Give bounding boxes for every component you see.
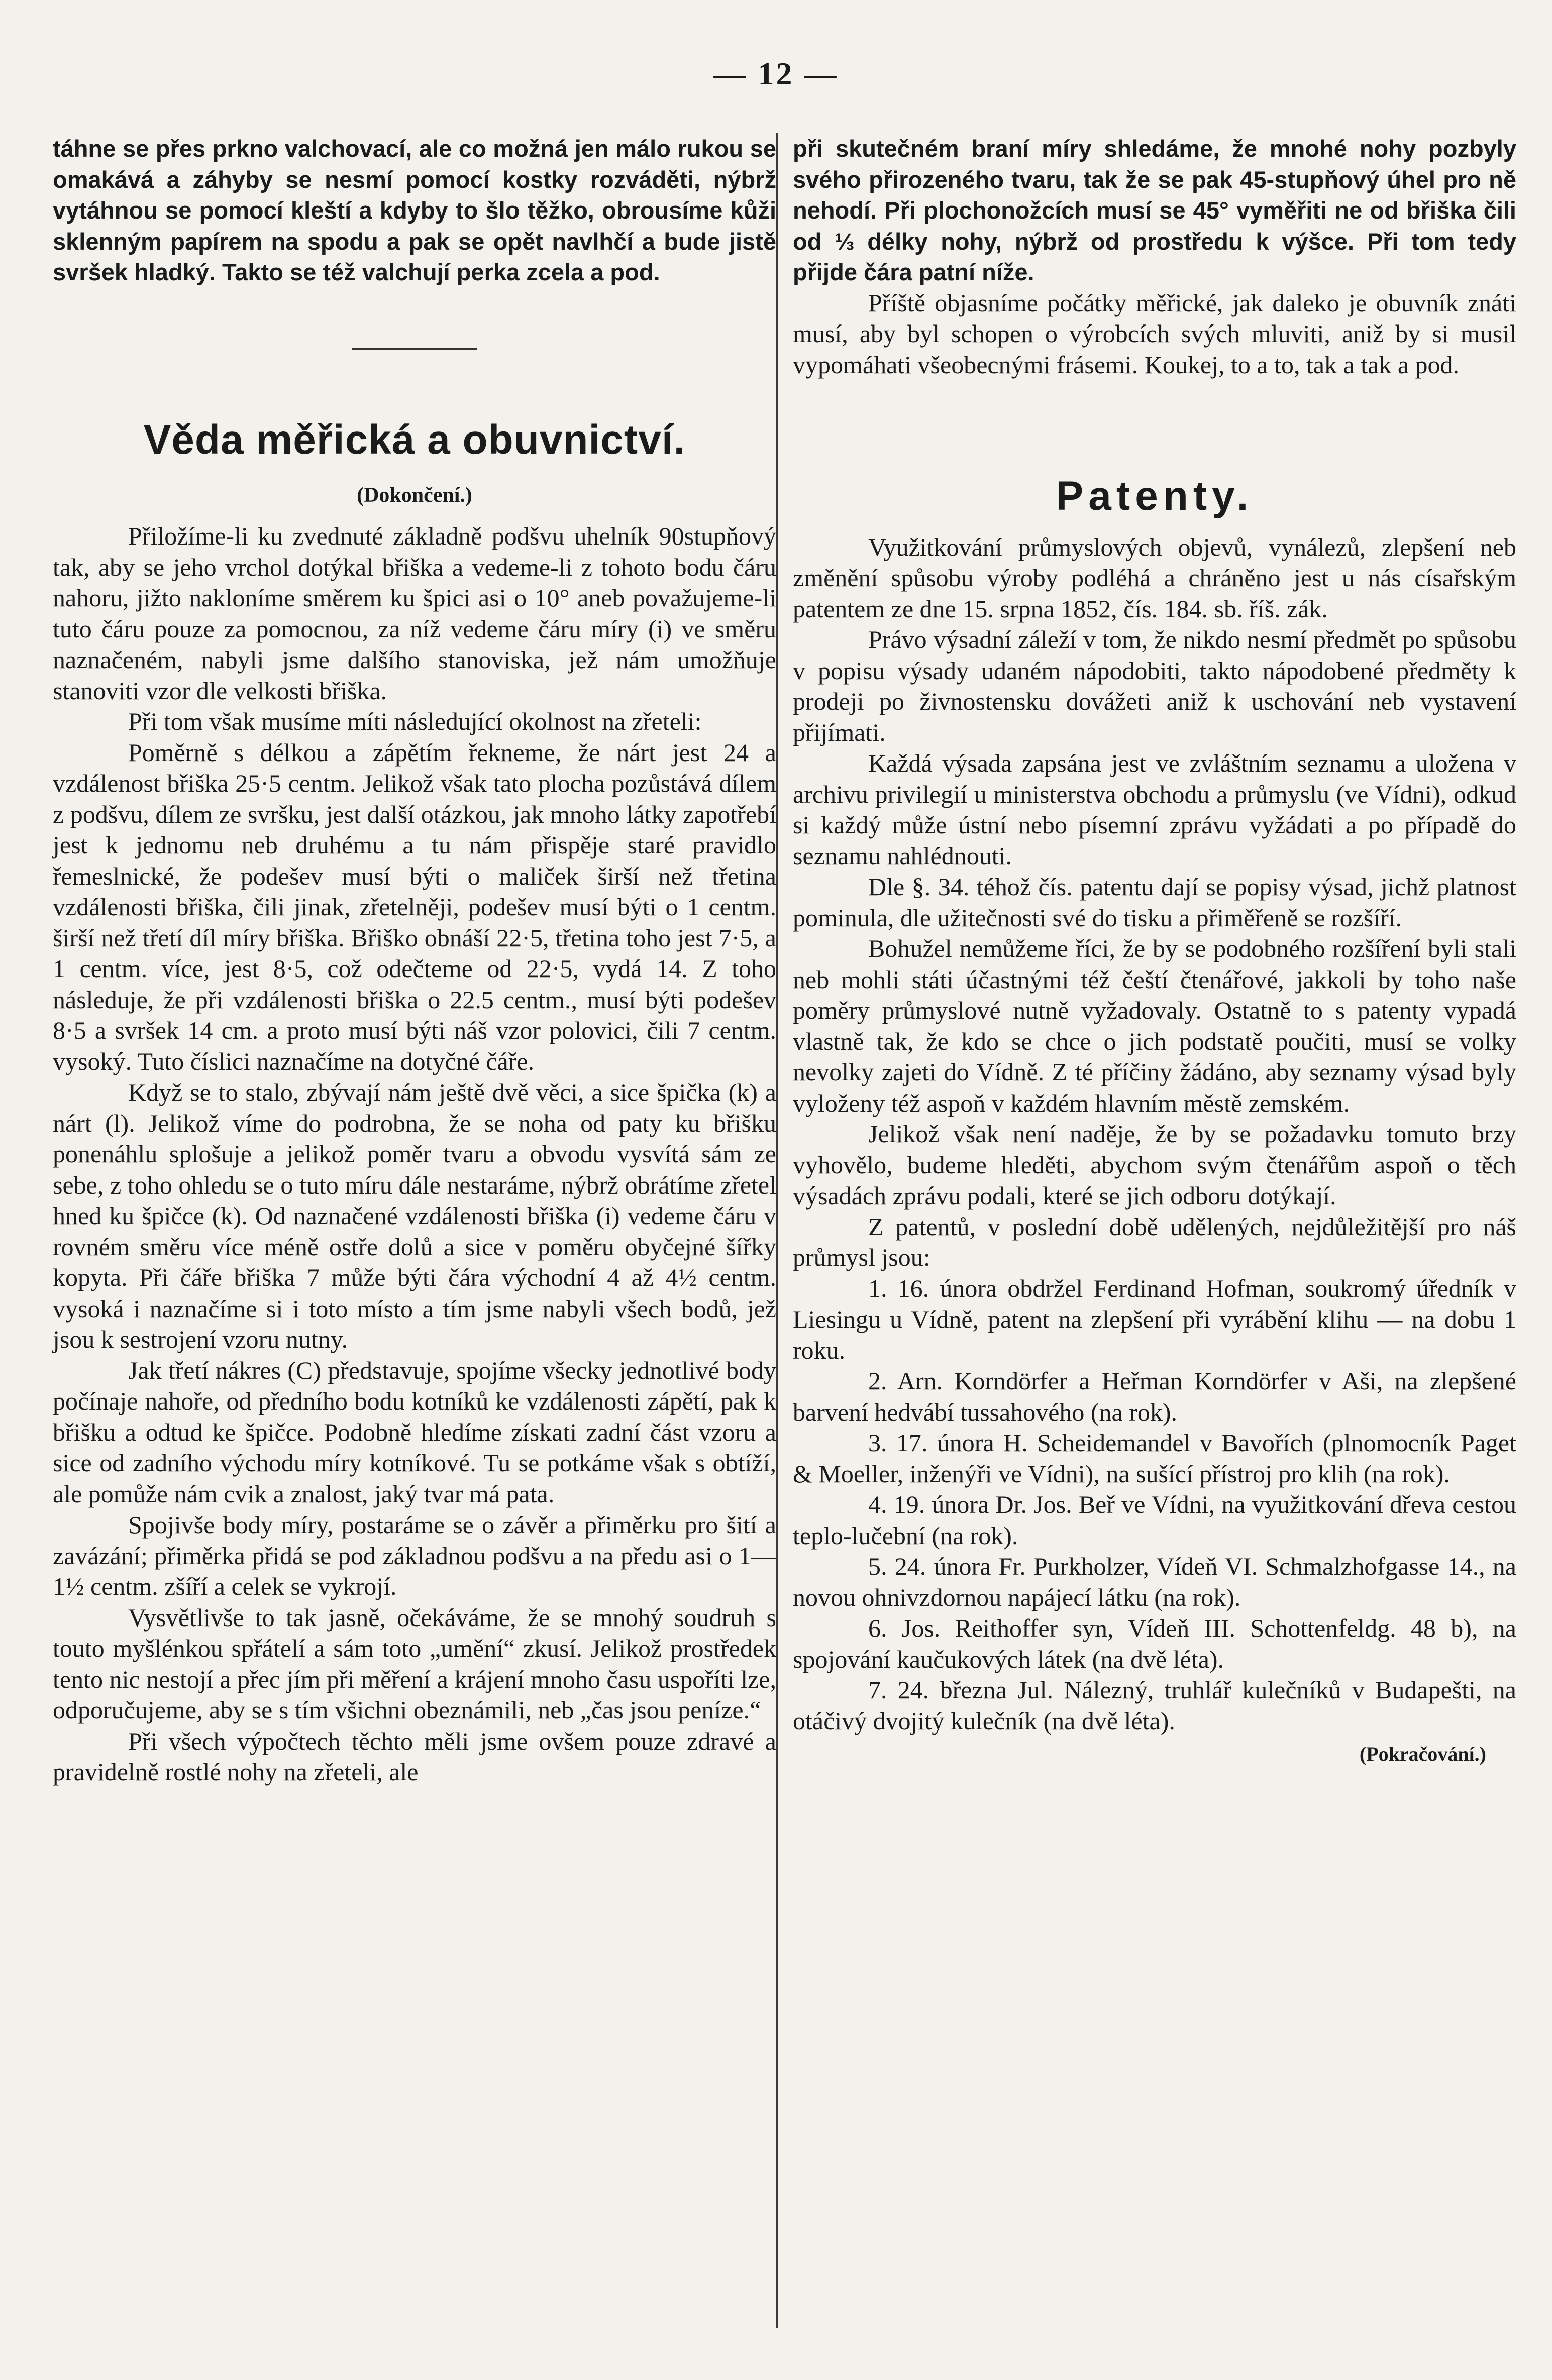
- section-title: Věda měřická a obuvnictví.: [143, 416, 686, 463]
- right-intro-paragraph: při skutečném braní míry shledáme, že mnohé nohy pozbyly svého přirozeného tvaru, tak že se pak 45-stupňový úhel pro ně nehodí. Při plochonožcích musí se 45° vyměřiti ne od břiška čili od ⅓ délky nohy, nýbrž od prostředu k výšce. Při tom tedy přijde čára patní níže.: [793, 135, 1516, 285]
- patent-list-item: 2. Arn. Korndörfer a Heřman Korndörfer v Aši, na zlepšené barvení hedvábí tussahového (na rok).: [793, 1367, 1516, 1426]
- patent-paragraph: Jelikož však není naděje, že by se požadavku tomuto brzy vyhovělo, budeme hleděti, abychom svým čtenářům aspoň o těch výsadách zprávu podali, které se jich odboru dotýkají.: [793, 1120, 1516, 1210]
- column-divider: [776, 133, 778, 2328]
- article-paragraph: Když se to stalo, zbývají nám ještě dvě věci, a sice špička (k) a nárt (l). Jelikož víme do podrobna, že se noha od paty ku břišku ponenáhlu splošuje a jelikož poměr tvaru a obvodu vysvítá sám ze sebe, z toho ohledu se o tuto míru dále nestaráme, nýbrž obrátíme zřetel hned ku špičce (k). Od naznačené vzdálenosti břiška (i) vedeme čáru v rovném směru více méně ostře dolů a sice v poměru obyčejné šířky kopyta. Při čáře břiška 7 může býti čára východní 4 až 4½ centm. vysoká i naznačíme si i toto místo a tím jsme nabyli všech bodů, jež jsou k sestrojení vzoru nutny.: [53, 1078, 776, 1353]
- page-number: — 12 —: [713, 56, 839, 91]
- article-paragraph: Spojivše body míry, postaráme se o závěr a přiměrku pro šití a zavázání; přiměrka přidá se pod základnou podšvu a na předu asi o 1—1½ centm. zšíří a celek se vykrojí.: [53, 1510, 776, 1600]
- patent-paragraph: Bohužel nemůžeme říci, že by se podobného rozšíření byli stali neb mohli státi účastnými též čeští čtenářové, jakkoli by toho naše poměry průmyslové nutně vyžadovaly. Ostatně to s patenty vypadá vlastně tak, že kdo se chce o jich podstatě poučiti, musí se volky nevolky zajeti do Vídně. Z té příčiny žádáno, aby seznamy výsad byly vyloženy též aspoň v každém hlavním městě zemském.: [793, 934, 1516, 1117]
- patent-list-item: 5. 24. února Fr. Purkholzer, Vídeň VI. Schmalzhofgasse 14., na novou ohnivzdornou napájecí látku (na rok).: [793, 1552, 1516, 1611]
- left-intro-paragraph: táhne se přes prkno valchovací, ale co možná jen málo rukou se omakává a záhyby se nesmí pomocí kostky rozváděti, nýbrž vytáhnou se pomocí kleští a kdyby to šlo těžko, obrousíme kůži sklenným papírem na spodu a pak se opět navlhčí a bude jistě svršek hladký. Takto se též valchují perka zcela a pod.: [53, 135, 776, 285]
- section-subtitle: (Dokončení.): [357, 483, 472, 507]
- article-paragraph: Poměrně s délkou a zápětím řekneme, že nárt jest 24 a vzdálenost břiška 25·5 centm. Jelikož však tato plocha pozůstává dílem z podšvu, dílem ze svršku, jest další otázkou, jak mnoho látky zapotřebí jest k jednomu neb druhému a tu nám přispěje staré pravidlo řemeslnické, že podešev musí býti o maliček širší než třetina vzdálenosti břiška, čili jinak, zřetelněji, podešev musí býti o 1 centm. širší než třetí díl míry břiška. Břiško obnáší 22·5, třetina toho jest 7·5, a 1 centm. více, jest 8·5, což odečteme od 22·5, vydá 14. Z toho následuje, že při vzdálenosti břiška o 22.5 centm., musí býti podešev 8·5 a svršek 14 cm. a proto musí býti náš vzor polovici, čili 7 centm. vysoký. Tuto číslici naznačíme na dotyčné čáře.: [53, 738, 776, 1075]
- article-paragraph: Vysvětlivše to tak jasně, očekáváme, že se mnohý soudruh s toutо myšlénkou spřátelí a sám toto „umění“ zkusí. Jelikož prostředek tento nic nestojí a přec jím při měření a krájení mnoho času uspoříti lze, odporučujeme, aby se s tím všichni obeznámili, neb „čas jsou peníze.“: [53, 1603, 776, 1724]
- patent-paragraph: Dle §. 34. téhož čís. patentu dají se popisy výsad, jichž platnost pominula, dle užitečnosti své do tisku a přiměřeně se rozšíří.: [793, 873, 1516, 932]
- patent-list-item: 6. Jos. Reithoffer syn, Vídeň III. Schottenfeldg. 48 b), na spojování kaučukových látek (na dvě léta).: [793, 1614, 1516, 1673]
- patent-paragraph: Každá výsada zapsána jest ve zvláštním seznamu a uložena v archivu privilegií u ministerstva obchodu a průmyslu (ve Vídni), odkud si každý může ústní nebo písemní zprávu vyžádati a po případě do seznamu nahlédnouti.: [793, 749, 1516, 870]
- right-column: [793, 133, 1516, 1770]
- article-paragraph: Jak třetí nákres (C) představuje, spojíme všecky jednotlivé body počínaje nahoře, od předního bodu kotníků ke vzdálenosti zápětí, pak k břišku a odtud ke špičce. Podobně hledíme získati zadní část vzoru a sice od zadního východu míry kotníkové. Tu se potkáme však s obtíží, ale pomůže nám cvik a znalost, jaký tvar má pata.: [53, 1356, 776, 1508]
- patent-list-item: 4. 19. února Dr. Jos. Beř ve Vídni, na využitkování dřeva cestou teplo-lučební (na rok).: [793, 1490, 1516, 1550]
- next-issue-note: Příště objasníme počátky měřické, jak daleko je obuvník znáti musí, aby byl schopen o výrobcích svých mluviti, aniž by si musil vypomáhati všeobecnými frásemi. Koukej, to a to, tak a tak a pod.: [793, 288, 1516, 379]
- section-divider-rule: [352, 348, 477, 350]
- patent-paragraph: Využitkování průmyslových objevů, vynálezů, zlepšení neb změnění spůsobu výroby podléhá a chráněno jest u nás císařským patentem ze dne 15. srpna 1852, čís. 184. sb. říš. zák.: [793, 532, 1516, 623]
- patent-paragraph: Z patentů, v poslední době udělených, nejdůležitější pro náš průmysl jsou:: [793, 1212, 1516, 1271]
- continued-note: (Pokračování.): [1359, 1743, 1486, 1765]
- left-column: [53, 133, 776, 1788]
- patent-list-item: 1. 16. února obdržel Ferdinand Hofman, soukromý úředník v Liesingu u Vídně, patent na zlepšení při vyrábění klihu — na dobu 1 roku.: [793, 1274, 1516, 1364]
- patent-list-item: 7. 24. března Jul. Nálezný, truhlář kulečníků v Budapešti, na otáčivý dvojitý kulečník (na dvě léta).: [793, 1676, 1516, 1735]
- patent-paragraph: Právo výsadní záleží v tom, že nikdo nesmí předmět po spůsobu v popisu výsady udaném nápodobiti, takto nápodobené předměty k prodeji po živnostensku dovážeti aniž k uschování neb vystavení přijímati.: [793, 625, 1516, 746]
- article-paragraph: Při všech výpočtech těchto měli jsme ovšem pouze zdravé a pravidelně rostlé nohy na zřeteli, ale: [53, 1726, 776, 1786]
- patent-list-item: 3. 17. února H. Scheidemandel v Bavořích (plnomocník Paget & Moeller, inženýři ve Vídni), na sušící přístroj pro klih (na rok).: [793, 1429, 1516, 1488]
- patents-title: Patenty.: [1056, 473, 1254, 519]
- article-paragraph: Přiložíme-li ku zvednuté základně podšvu uhelník 90stupňový tak, aby se jeho vrchol dotýkal břiška a vedeme-li z tohoto bodu čáru nahoru, jižto nakloníme směrem ku špici asi o 10° aneb považujeme-li tuto čáru pouze za pomocnou, za níž vedeme čáru míry (i) ve směru naznačeném, nabyli jsme dalšího stanoviska, jež nám umožňuje stanoviti vzor dle velkosti břiška.: [53, 522, 776, 705]
- article-paragraph: Při tom však musíme míti následující okolnost na zřeteli:: [128, 707, 702, 735]
